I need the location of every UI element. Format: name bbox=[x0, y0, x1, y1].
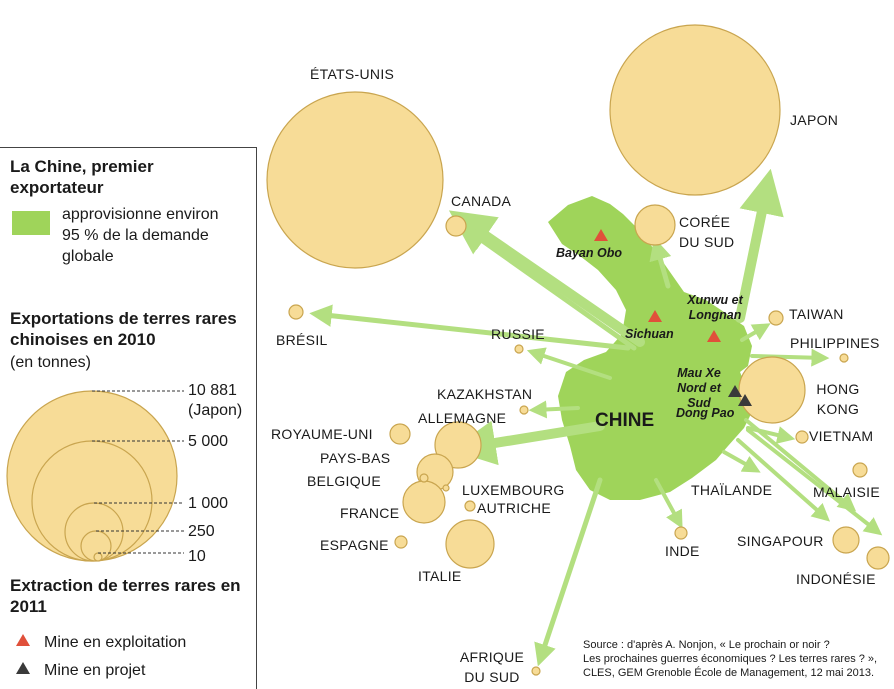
label-italy: ITALIE bbox=[418, 568, 462, 584]
label-hong-kong: HONG KONG bbox=[816, 381, 860, 417]
legend-supply-text: approvisionne environ 95 % de la demande globale bbox=[62, 206, 219, 265]
label-russia: RUSSIE bbox=[491, 326, 545, 342]
bubble-india bbox=[675, 527, 687, 539]
label-germany: ALLEMAGNE bbox=[418, 410, 507, 426]
bubble-belgium bbox=[420, 474, 428, 482]
source-line-1: Source : d'après A. Nonjon, « Le prochain or noir ? bbox=[583, 639, 830, 651]
label-mine-bayan-obo: Bayan Obo bbox=[556, 246, 622, 260]
source-note bbox=[583, 638, 877, 680]
bubble-indonesia bbox=[867, 547, 889, 569]
arrow-thailand bbox=[724, 452, 756, 470]
china-label: CHINE bbox=[595, 410, 655, 431]
bubble-vietnam bbox=[796, 431, 808, 443]
legend-exports-title: Exportations de terres rares chinoises en 2010 bbox=[10, 309, 237, 349]
label-mine-mau-xe: Mau Xe Nord et Sud bbox=[677, 366, 721, 410]
bubble-france bbox=[403, 481, 445, 523]
label-south-korea: CORÉE DU SUD bbox=[679, 214, 735, 250]
legend bbox=[0, 147, 257, 689]
label-vietnam: VIETNAM bbox=[809, 428, 874, 444]
bubble-brazil bbox=[289, 305, 303, 319]
bubble-italy bbox=[446, 520, 494, 568]
label-taiwan: TAIWAN bbox=[789, 306, 844, 322]
bubble-south-africa bbox=[532, 667, 540, 675]
label-austria: AUTRICHE bbox=[477, 500, 551, 516]
label-luxembourg: LUXEMBOURG bbox=[462, 482, 565, 498]
label-mine-sichuan: Sichuan bbox=[625, 327, 674, 341]
legend-scale-1000: 1 000 bbox=[188, 495, 229, 512]
label-uk: ROYAUME-UNI bbox=[271, 426, 373, 442]
label-netherlands: PAYS-BAS bbox=[320, 450, 391, 466]
legend-mine-project-icon bbox=[16, 662, 30, 674]
bubble-taiwan bbox=[769, 311, 783, 325]
label-malaysia: MALAISIE bbox=[813, 484, 880, 500]
label-india: INDE bbox=[665, 543, 700, 559]
label-japan: JAPON bbox=[790, 112, 839, 128]
bubble-hong-kong bbox=[739, 357, 805, 423]
arrow-kazakhstan bbox=[534, 408, 578, 410]
label-philippines: PHILIPPINES bbox=[790, 335, 880, 351]
label-france: FRANCE bbox=[340, 505, 400, 521]
bubble-spain bbox=[395, 536, 407, 548]
source-line-3: CLES, GEM Grenoble École de Management, 12 mai 2013. bbox=[583, 667, 875, 679]
arrow-indonesia bbox=[748, 430, 878, 532]
bubble-malaysia bbox=[853, 463, 867, 477]
bubble-japan bbox=[610, 25, 780, 195]
label-mine-xunwu: Xunwu et Longnan bbox=[687, 293, 743, 322]
label-thailand: THAÏLANDE bbox=[691, 482, 773, 498]
legend-scale-250: 250 bbox=[188, 523, 215, 540]
legend-china-swatch bbox=[12, 211, 50, 235]
bubble-canada bbox=[446, 216, 466, 236]
bubble-singapore bbox=[833, 527, 859, 553]
arrow-brazil bbox=[316, 314, 628, 348]
legend-exports-unit: (en tonnes) bbox=[10, 354, 91, 371]
source-line-2: Les prochaines guerres économiques ? Les terres rares ? », bbox=[583, 653, 878, 665]
legend-scale-max-note: (Japon) bbox=[188, 402, 243, 419]
bubble-austria bbox=[465, 501, 475, 511]
bubble-usa bbox=[267, 92, 443, 268]
label-spain: ESPAGNE bbox=[320, 537, 389, 553]
label-belgium: BELGIQUE bbox=[307, 473, 381, 489]
legend-extraction-title: Extraction de terres rares en 2011 bbox=[10, 576, 241, 616]
label-mine-dong-pao: Dong Pao bbox=[676, 406, 735, 420]
legend-mine-active-icon bbox=[16, 634, 30, 646]
bubble-uk bbox=[390, 424, 410, 444]
bubble-russia bbox=[515, 345, 523, 353]
bubble-kazakhstan bbox=[520, 406, 528, 414]
label-kazakhstan: KAZAKHSTAN bbox=[437, 386, 533, 402]
legend-mine-icons bbox=[14, 632, 34, 682]
label-indonesia: INDONÉSIE bbox=[796, 571, 876, 587]
legend-mine-project: Mine en projet bbox=[44, 662, 146, 679]
bubble-korea bbox=[635, 205, 675, 245]
label-singapore: SINGAPOUR bbox=[737, 533, 824, 549]
legend-scale-max: 10 881 bbox=[188, 382, 237, 399]
legend-scale-10: 10 bbox=[188, 548, 206, 565]
label-usa: ÉTATS-UNIS bbox=[310, 66, 395, 82]
bubble-philippines bbox=[840, 354, 848, 362]
label-brazil: BRÉSIL bbox=[276, 332, 328, 348]
label-canada: CANADA bbox=[451, 193, 512, 209]
label-south-africa: AFRIQUE DU SUD bbox=[459, 649, 525, 685]
bubble-luxembourg bbox=[443, 485, 449, 491]
legend-mine-active: Mine en exploitation bbox=[44, 634, 187, 651]
legend-scale-5000: 5 000 bbox=[188, 433, 229, 450]
legend-title: La Chine, premier exportateur bbox=[10, 157, 154, 197]
